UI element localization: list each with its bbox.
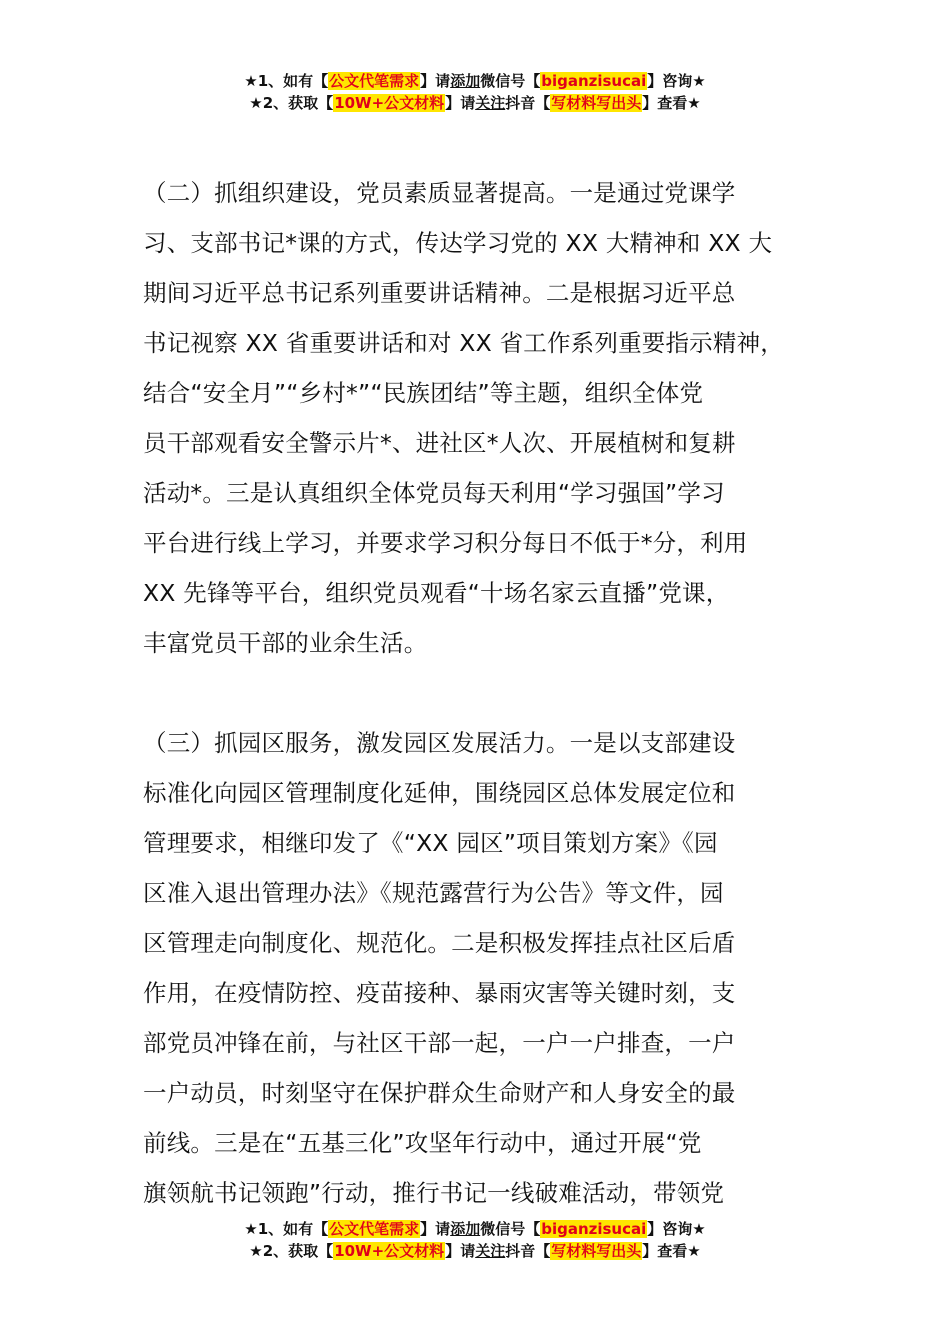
text-line: 前线。三是在“五基三化”攻坚年行动中，通过开展“党 bbox=[143, 1129, 702, 1157]
text-line: 书记视察 XX 省重要讲话和对 XX 省工作系列重要指示精神， bbox=[143, 329, 784, 357]
douyin-account: 写材料写出头 bbox=[551, 94, 642, 112]
text-line: 部党员冲锋在前，与社区干部一起，一户一户排查，一户 bbox=[143, 1029, 736, 1057]
douyin-account: 写材料写出头 bbox=[551, 1242, 642, 1260]
text-line: 区准入退出管理办法》《规范露营行为公告》等文件，园 bbox=[143, 879, 724, 907]
text-line: 员干部观看安全警示片*、进社区*人次、开展植树和复耕 bbox=[143, 429, 736, 457]
text-line: XX 先锋等平台，组织党员观看“十场名家云直播”党课， bbox=[143, 579, 730, 607]
paragraph-park-service bbox=[143, 718, 808, 1218]
banner-line-2: ★2、获取【10W+公文材料】请关注抖音【写材料写出头】查看★ bbox=[249, 94, 701, 112]
text-line: 区管理走向制度化、规范化。二是积极发挥挂点社区后盾 bbox=[143, 929, 736, 957]
highlight-text: 10W+公文材料 bbox=[334, 1242, 445, 1260]
bottom-banner bbox=[0, 1218, 950, 1262]
text-line: （三）抓园区服务，激发园区发展活力。一是以支部建设 bbox=[143, 729, 736, 757]
wechat-id: biganzisucai bbox=[541, 72, 647, 90]
text-line: 丰富党员干部的业余生活。 bbox=[143, 629, 428, 657]
text-line: 标准化向园区管理制度化延伸，围绕园区总体发展定位和 bbox=[143, 779, 736, 807]
text-line: 管理要求，相继印发了《“XX 园区”项目策划方案》《园 bbox=[143, 829, 718, 857]
highlight-text: 公文代笔需求 bbox=[329, 72, 420, 90]
text-line: 期间习近平总书记系列重要讲话精神。二是根据习近平总 bbox=[143, 279, 736, 307]
text-line: 一户动员，时刻坚守在保护群众生命财产和人身安全的最 bbox=[143, 1079, 736, 1107]
banner-line-1: ★1、如有【公文代笔需求】请添加微信号【biganzisucai】咨询★ bbox=[244, 1220, 706, 1238]
text-line: 旗领航书记领跑”行动，推行书记一线破难活动，带领党 bbox=[143, 1179, 725, 1207]
paragraph-organization bbox=[143, 168, 808, 668]
text-line: 平台进行线上学习，并要求学习积分每日不低于*分，利用 bbox=[143, 529, 748, 557]
text-line: （二）抓组织建设，党员素质显著提高。一是通过党课学 bbox=[143, 179, 736, 207]
text-line: 结合“安全月”“乡村*”“民族团结”等主题，组织全体党 bbox=[143, 379, 704, 407]
banner-line-2: ★2、获取【10W+公文材料】请关注抖音【写材料写出头】查看★ bbox=[249, 1242, 701, 1260]
highlight-text: 10W+公文材料 bbox=[334, 94, 445, 112]
text-line: 作用，在疫情防控、疫苗接种、暴雨灾害等关键时刻，支 bbox=[143, 979, 736, 1007]
text-line: 活动*。三是认真组织全体党员每天利用“学习强国”学习 bbox=[143, 479, 725, 507]
text-line: 习、支部书记*课的方式，传达学习党的 XX 大精神和 XX 大 bbox=[143, 229, 773, 257]
top-banner bbox=[0, 70, 950, 114]
banner-line-1: ★1、如有【公文代笔需求】请添加微信号【biganzisucai】咨询★ bbox=[244, 72, 706, 90]
wechat-id: biganzisucai bbox=[541, 1220, 647, 1238]
highlight-text: 公文代笔需求 bbox=[329, 1220, 420, 1238]
